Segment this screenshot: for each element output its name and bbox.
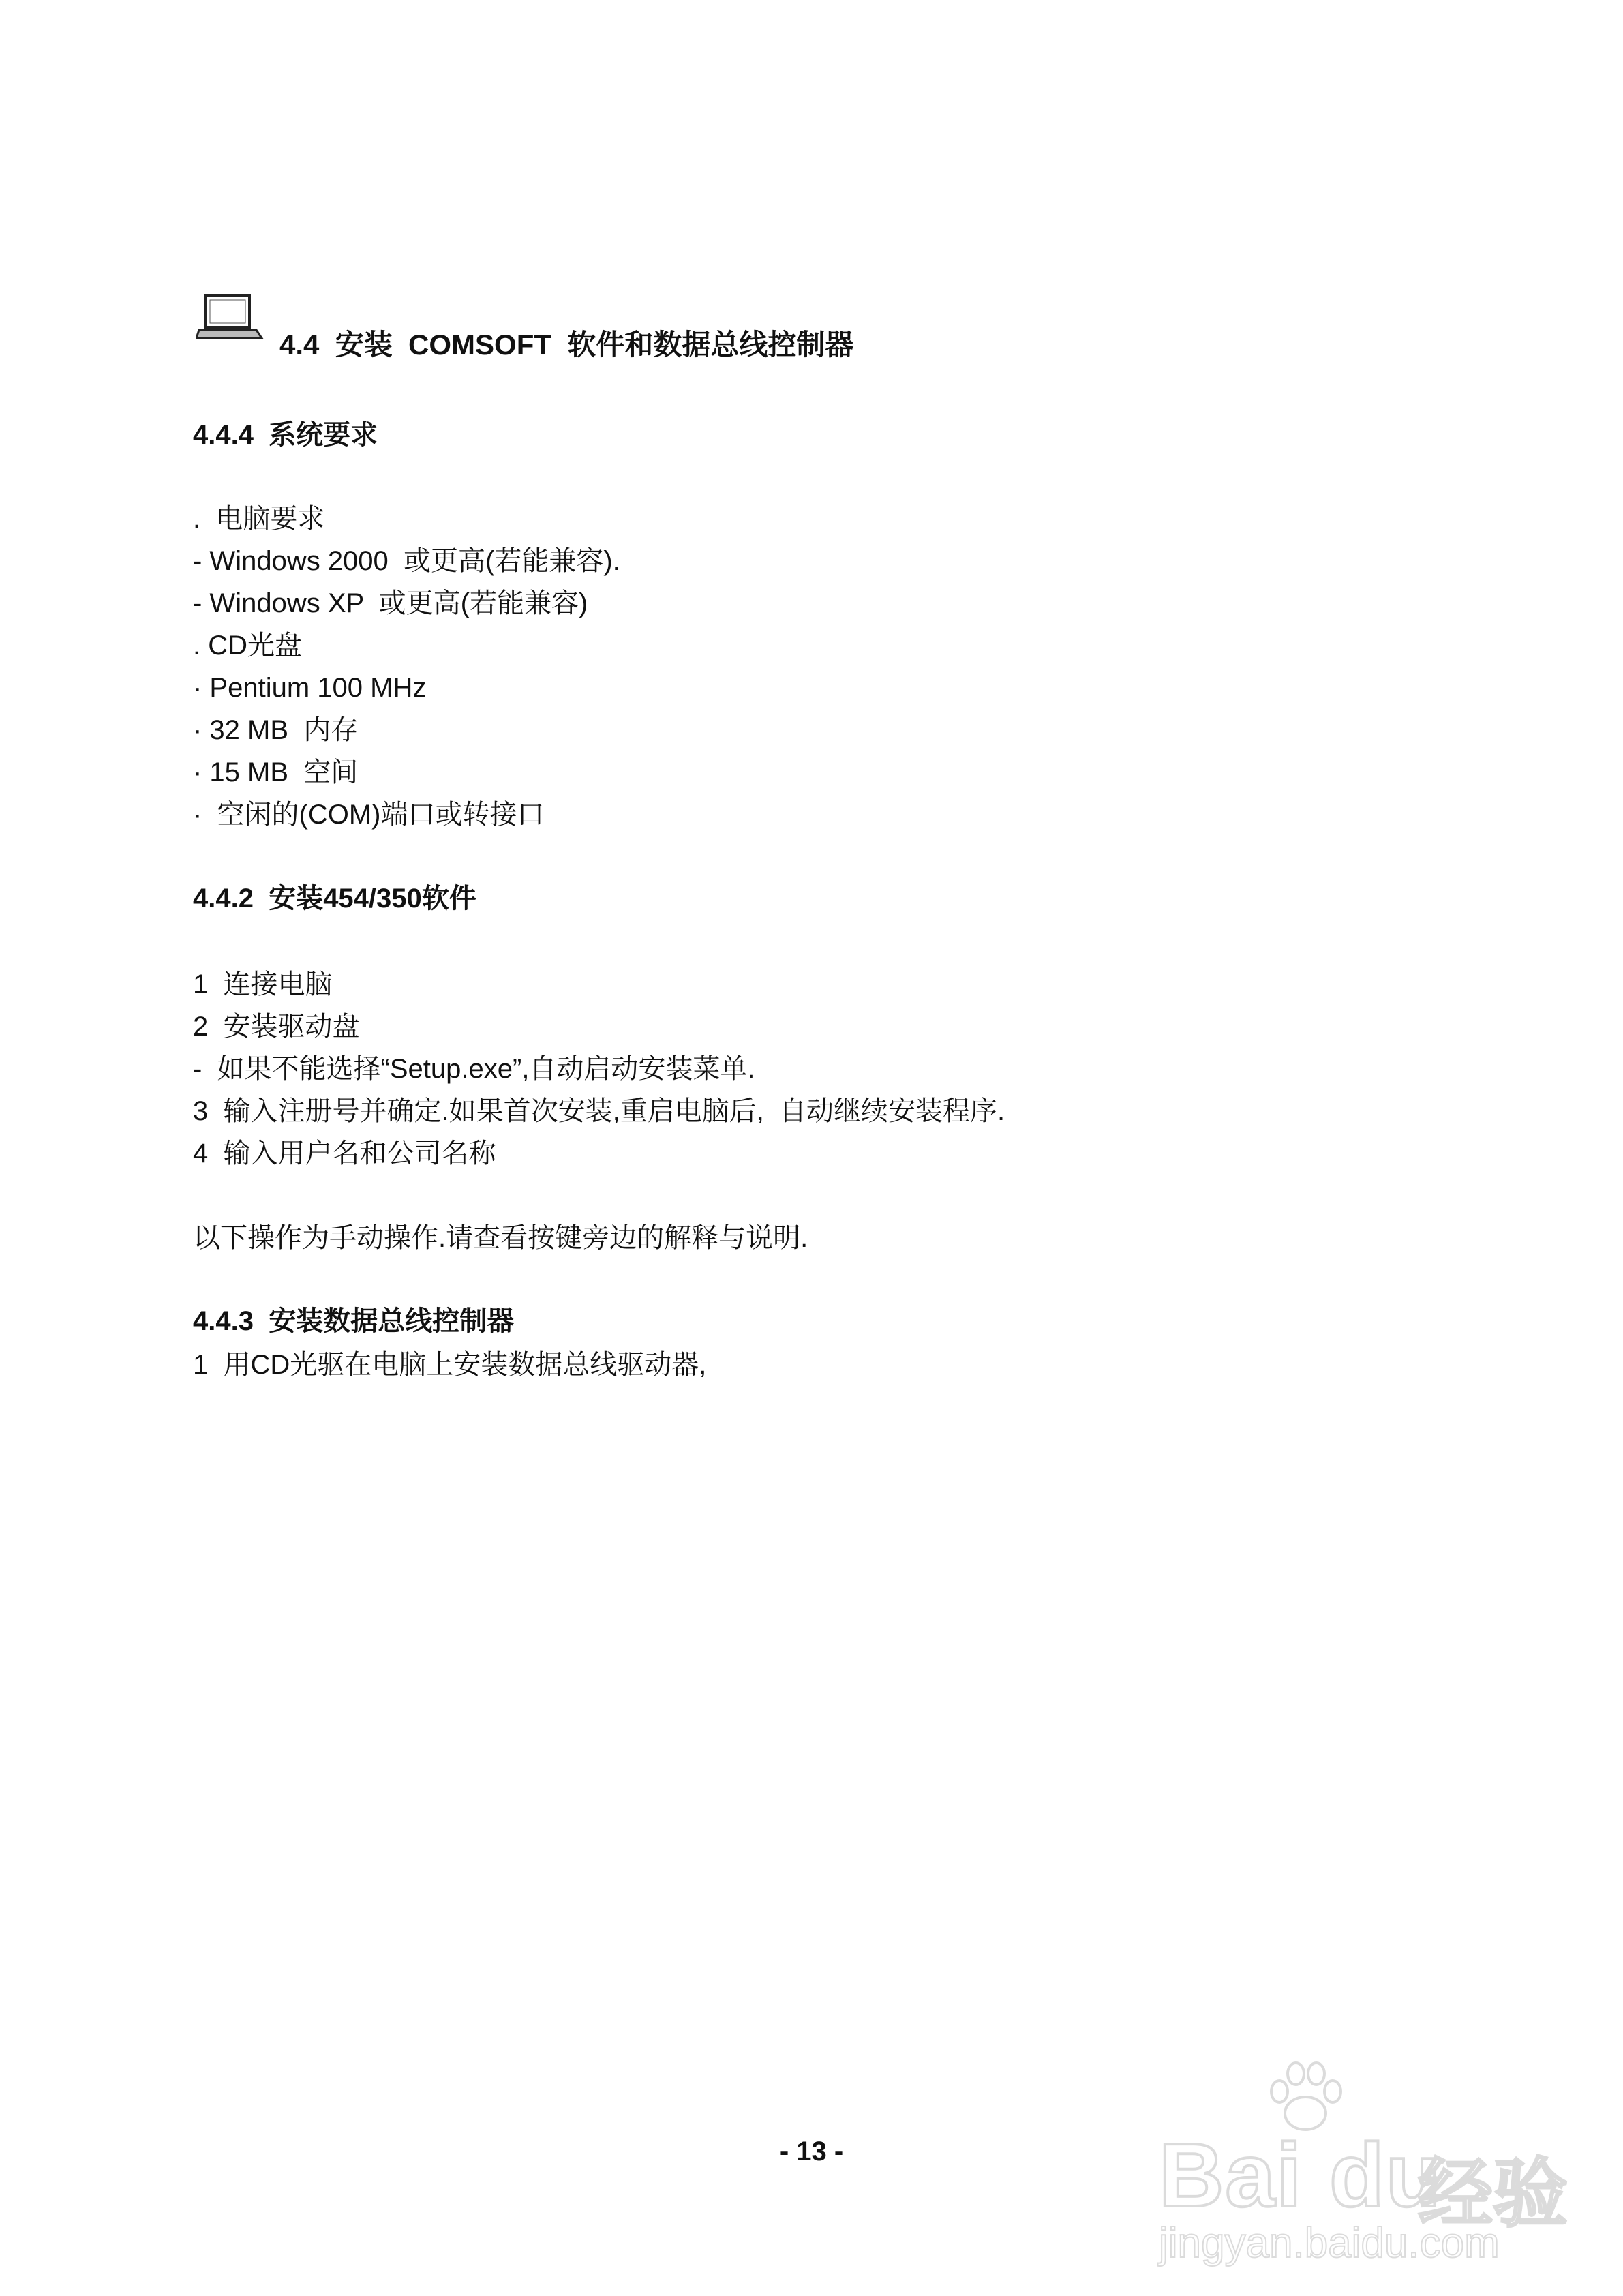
step-line: 3 输入注册号并确定.如果首次安装,重启电脑后, 自动继续安装程序. bbox=[193, 1096, 1005, 1126]
requirement-line: . CD光盘 bbox=[193, 631, 302, 661]
requirement-line: · 空闲的(COM)端口或转接口 bbox=[193, 800, 545, 830]
step-line: - 如果不能选择“Setup.exe”,自动启动安装菜单. bbox=[193, 1054, 755, 1084]
laptop-icon bbox=[196, 293, 264, 342]
subsection-heading: 4.4.2 安装454/350软件 bbox=[193, 883, 476, 913]
requirement-line: . 电脑要求 bbox=[193, 504, 325, 534]
requirement-line: - Windows XP 或更高(若能兼容) bbox=[193, 588, 588, 618]
step-line: 4 输入用户名和公司名称 bbox=[193, 1138, 496, 1168]
watermark-brand: Bai du bbox=[1159, 2125, 1442, 2225]
step-line: 2 安装驱动盘 bbox=[193, 1012, 360, 1042]
note-text: 以下操作为手动操作.请查看按键旁边的解释与说明. bbox=[193, 1223, 808, 1253]
subsection-heading: 4.4.3 安装数据总线控制器 bbox=[193, 1306, 515, 1336]
requirement-line: · 32 MB 内存 bbox=[193, 715, 359, 745]
baidu-watermark bbox=[1159, 2059, 1568, 2267]
watermark-suffix: 经验 bbox=[1418, 2152, 1568, 2236]
watermark-url: jingyan.baidu.com bbox=[1159, 2220, 1500, 2267]
requirement-line: · Pentium 100 MHz bbox=[193, 673, 427, 703]
section-title: 4.4 安装 COMSOFT 软件和数据总线控制器 bbox=[279, 329, 854, 361]
step-line: 1 连接电脑 bbox=[193, 969, 333, 999]
page-number: - 13 - bbox=[779, 2136, 844, 2166]
requirement-line: - Windows 2000 或更高(若能兼容). bbox=[193, 546, 620, 576]
step-line: 1 用CD光驱在电脑上安装数据总线驱动器, bbox=[193, 1350, 707, 1380]
subsection-heading: 4.4.4 系统要求 bbox=[193, 420, 378, 450]
requirement-line: · 15 MB 空间 bbox=[193, 757, 359, 787]
